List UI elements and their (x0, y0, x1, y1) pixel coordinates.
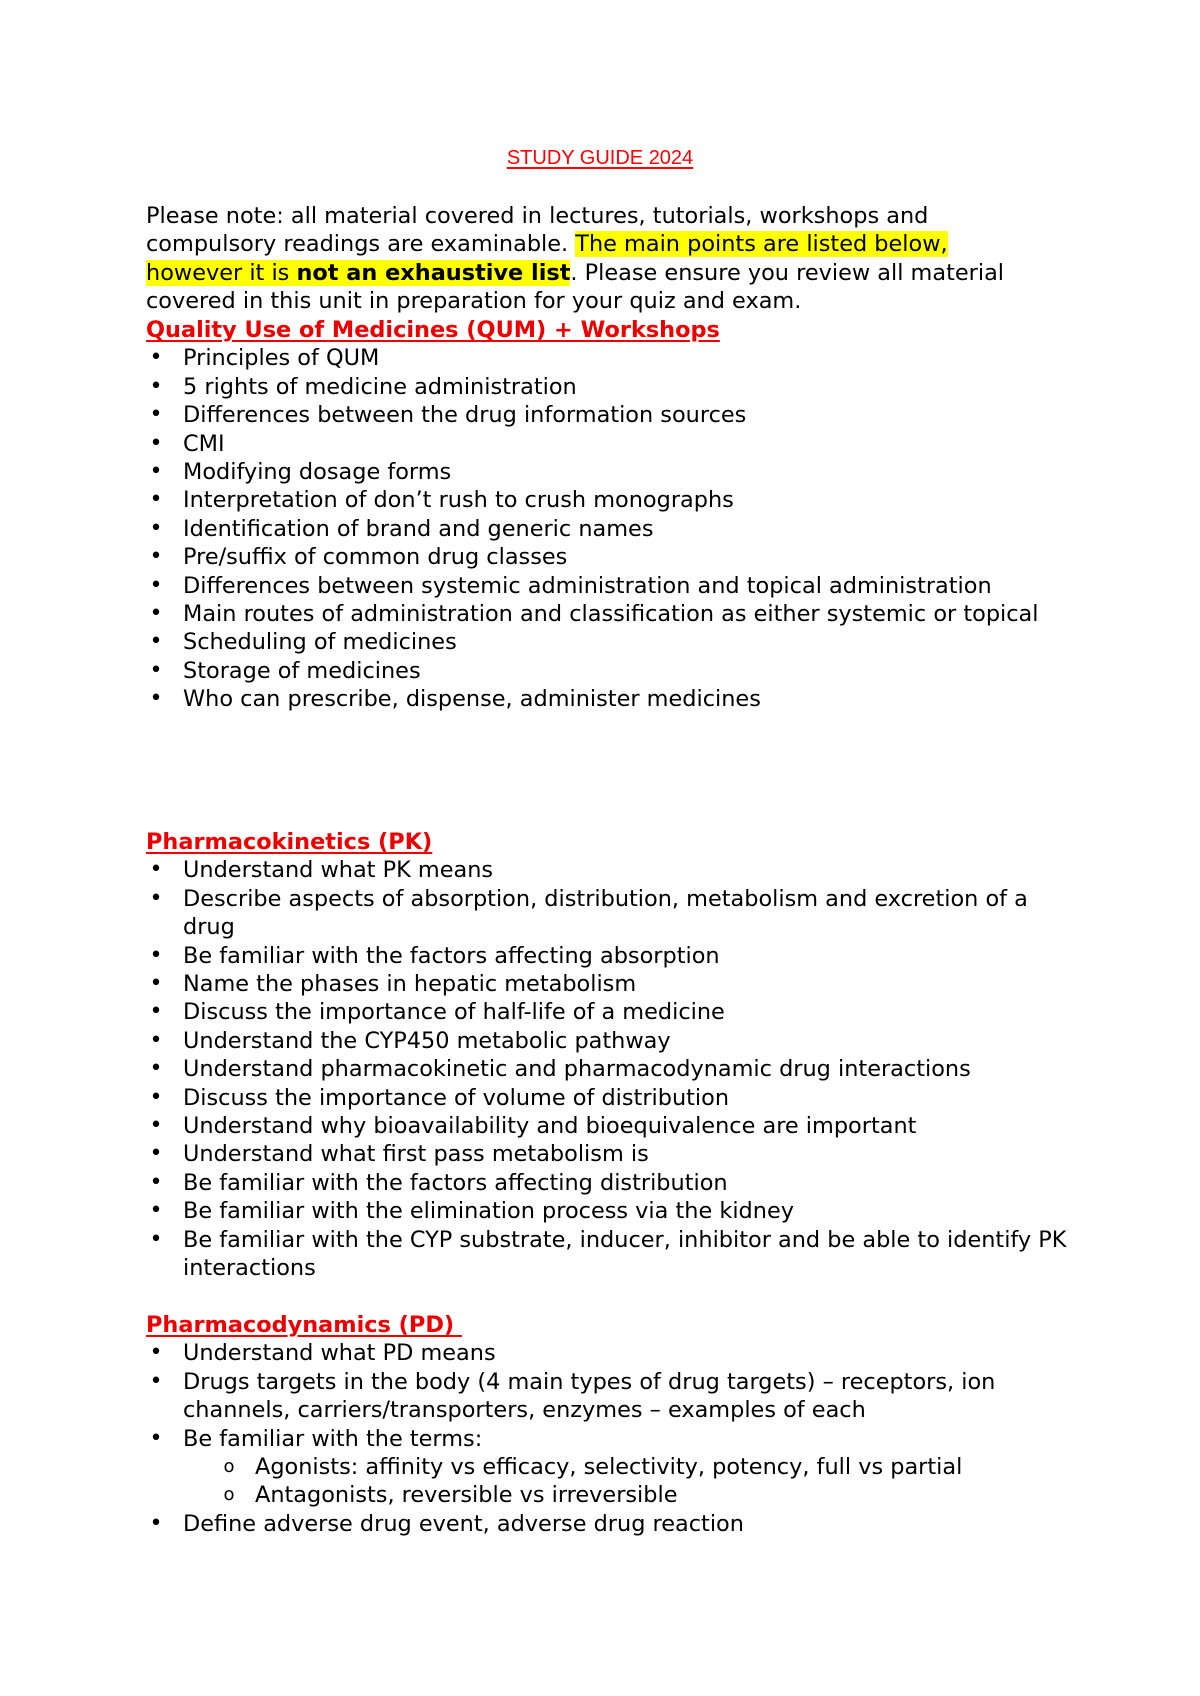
list-item: • Scheduling of medicines (146, 628, 1086, 656)
intro-text-end: . Please ensure you review all material covered in this unit in preparation for your quiz and exam. (146, 259, 1005, 315)
bullet-icon: • (149, 544, 163, 570)
intro-highlight-bold: not an exhaustive list (296, 259, 571, 286)
bullet-icon: • (149, 402, 163, 428)
circle-bullet-icon: o (223, 1484, 235, 1506)
list-item: • Main routes of administration and classification as either systemic or topical (146, 600, 1086, 628)
qum-list (146, 344, 1086, 713)
list-item: • Storage of medicines (146, 657, 1086, 685)
bullet-icon: • (149, 885, 163, 911)
sub-list-item: o Antagonists, reversible vs irreversible (183, 1481, 1086, 1509)
bullet-icon: • (149, 1113, 163, 1139)
list-item: • Modifying dosage forms (146, 458, 1086, 486)
list-item: • Be familiar with the factors affecting distribution (146, 1169, 1086, 1197)
list-item: • Interpretation of don’t rush to crush monographs (146, 486, 1086, 514)
list-item: • Identification of brand and generic names (146, 515, 1086, 543)
bullet-icon: • (149, 572, 163, 598)
bullet-icon: • (149, 942, 163, 968)
bullet-icon: • (149, 430, 163, 456)
bullet-icon: • (149, 601, 163, 627)
list-item: • Understand why bioavailability and bioequivalence are important (146, 1112, 1086, 1140)
list-item: • Pre/suffix of common drug classes (146, 543, 1086, 571)
list-item: • Be familiar with the CYP substrate, inducer, inhibitor and be able to identify PK interactions (146, 1226, 1086, 1283)
bullet-icon: • (149, 1056, 163, 1082)
list-item: • Understand the CYP450 metabolic pathway (146, 1027, 1086, 1055)
list-item: • Understand what PK means (146, 856, 1086, 884)
bullet-icon: • (149, 459, 163, 485)
list-item: • Name the phases in hepatic metabolism (146, 970, 1086, 998)
intro-paragraph (146, 202, 1046, 316)
section-heading-pk: Pharmacokinetics (PK) (146, 829, 433, 855)
bullet-icon: • (149, 629, 163, 655)
bullet-icon: • (149, 999, 163, 1025)
list-item: • 5 rights of medicine administration (146, 373, 1086, 401)
bullet-icon: • (149, 345, 163, 371)
list-item: • Who can prescribe, dispense, administer medicines (146, 685, 1086, 713)
section-pd (146, 1311, 1086, 1538)
pd-list (146, 1339, 1086, 1538)
bullet-icon: • (149, 1084, 163, 1110)
list-item: • Be familiar with the factors affecting absorption (146, 942, 1086, 970)
bullet-icon: • (149, 657, 163, 683)
section-qum (146, 316, 1086, 714)
list-item: • Drugs targets in the body (4 main types of drug targets) – receptors, ion channels, carriers/transporters, enzymes – examples of each (146, 1368, 1086, 1425)
bullet-icon: • (149, 1226, 163, 1252)
list-item: • Understand pharmacokinetic and pharmacodynamic drug interactions (146, 1055, 1086, 1083)
list-item: • Discuss the importance of volume of distribution (146, 1084, 1086, 1112)
bullet-icon: • (149, 1198, 163, 1224)
circle-bullet-icon: o (223, 1456, 235, 1478)
list-item: • CMI (146, 430, 1086, 458)
list-item: • Define adverse drug event, adverse drug reaction (146, 1510, 1086, 1538)
list-item: • Differences between the drug information sources (146, 401, 1086, 429)
page-title: STUDY GUIDE 2024 (506, 147, 694, 169)
list-item: • Be familiar with the elimination process via the kidney (146, 1197, 1086, 1225)
section-heading-qum: Quality Use of Medicines (QUM) + Workshops (146, 317, 720, 343)
bullet-icon: • (149, 1141, 163, 1167)
bullet-icon: • (149, 1368, 163, 1394)
pk-list (146, 856, 1086, 1282)
list-item: • Describe aspects of absorption, distribution, metabolism and excretion of a drug (146, 885, 1086, 942)
list-item: • Principles of QUM (146, 344, 1086, 372)
bullet-icon: • (149, 1510, 163, 1536)
terms-sublist (183, 1453, 1086, 1510)
bullet-icon: • (149, 1425, 163, 1451)
section-pk (146, 828, 1086, 1283)
bullet-icon: • (149, 971, 163, 997)
bullet-icon: • (149, 1340, 163, 1366)
bullet-icon: • (149, 487, 163, 513)
list-item: • Differences between systemic administration and topical administration (146, 572, 1086, 600)
list-item: • Be familiar with the terms: o Agonists: affinity vs efficacy, selectivity, potency, full vs partial o Antagonists, reversible vs irreversible (146, 1425, 1086, 1510)
list-item: • Understand what PD means (146, 1339, 1086, 1367)
intro-text: Please note: all material covered in lectures, tutorials, workshops and compulsory readings are examinable. (146, 203, 929, 258)
bullet-icon: • (149, 857, 163, 883)
list-item: • Discuss the importance of half-life of a medicine (146, 998, 1086, 1026)
bullet-icon: • (149, 1169, 163, 1195)
list-item: • Understand what first pass metabolism is (146, 1140, 1086, 1168)
bullet-icon: • (149, 515, 163, 541)
section-heading-pd: Pharmacodynamics (PD) (146, 1312, 462, 1338)
bullet-icon: • (149, 373, 163, 399)
intro-highlight: The main points are listed below, however it is (146, 231, 948, 286)
bullet-icon: • (149, 1027, 163, 1053)
sub-list-item: o Agonists: affinity vs efficacy, selectivity, potency, full vs partial (183, 1453, 1086, 1481)
bullet-icon: • (149, 686, 163, 712)
